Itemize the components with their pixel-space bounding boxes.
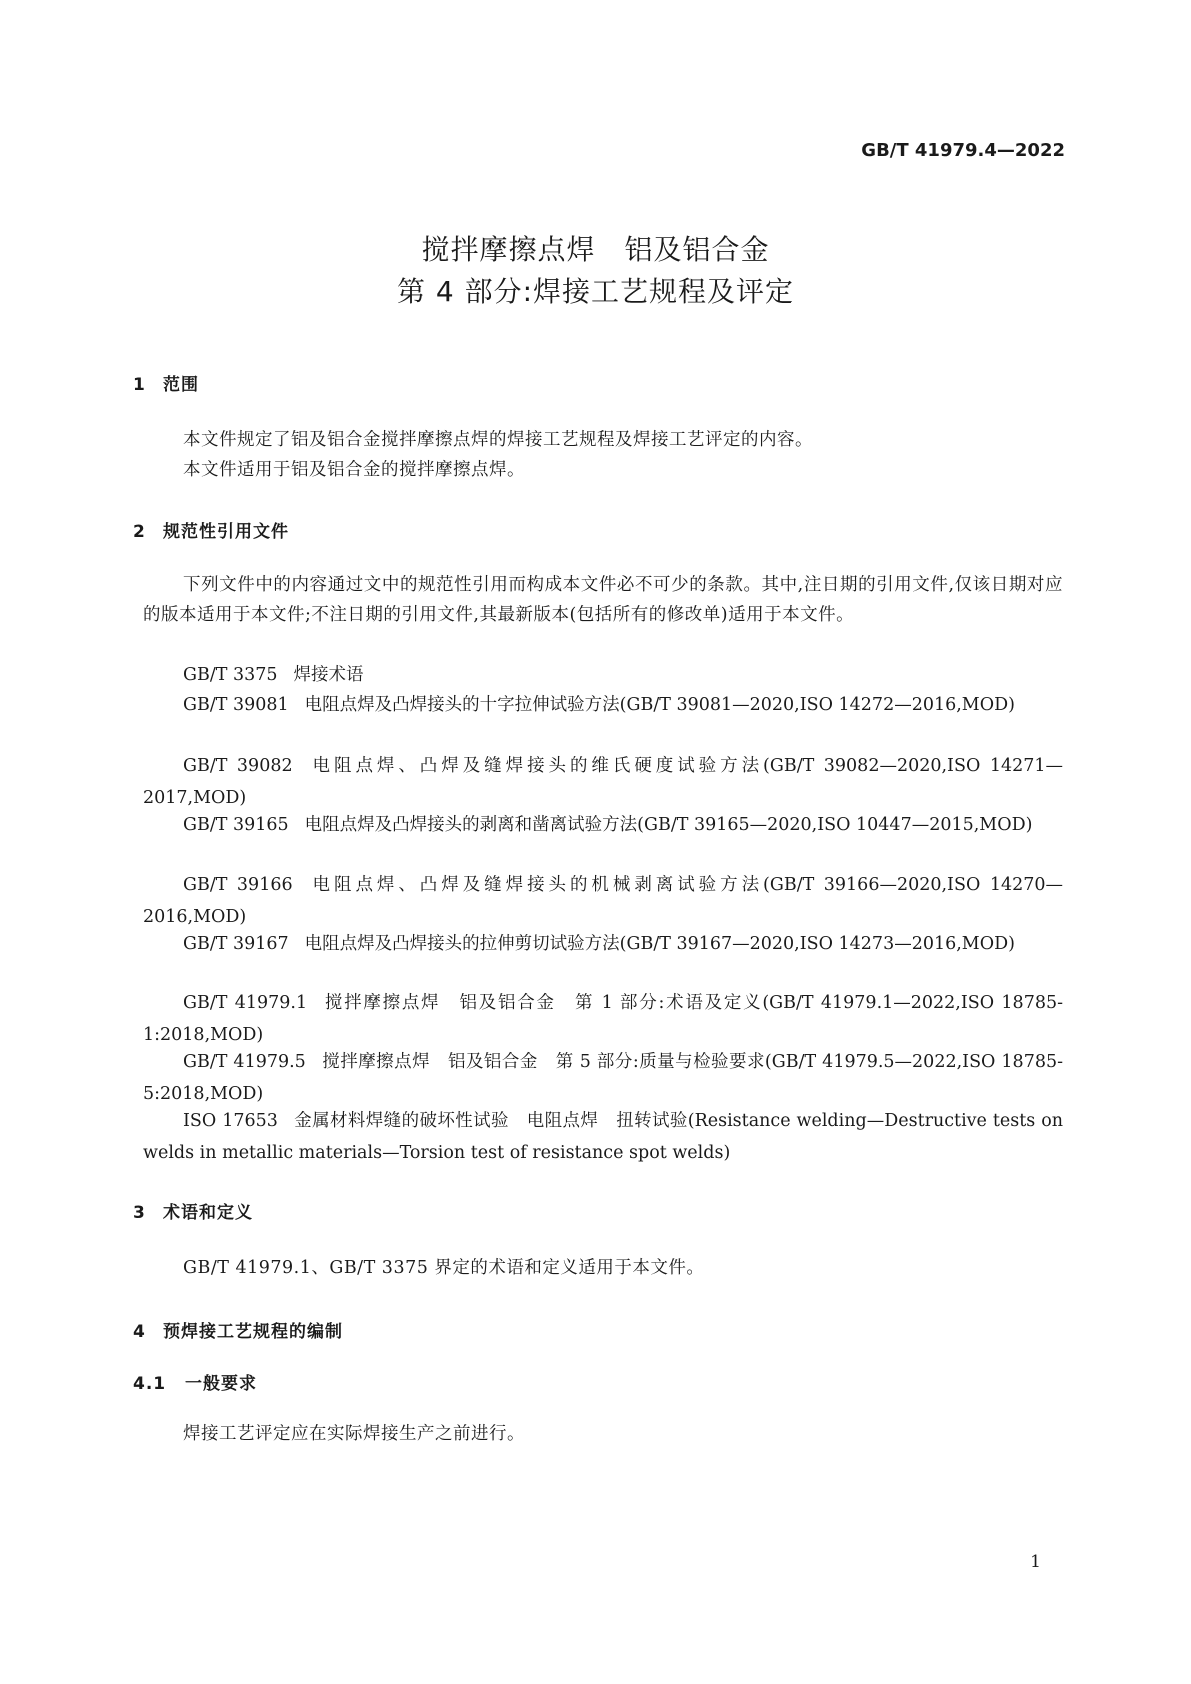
section-4-1-number: 4.1 [133,1374,167,1394]
reference-title: 电阻点焊及凸焊接头的拉伸剪切试验方法(GB/T 39167—2020,ISO 14273—2016,MOD) [304,934,1015,954]
section-4-1-title: 一般要求 [185,1374,257,1394]
section-2-heading [133,517,289,542]
reference-title: 电阻点焊、凸焊及缝焊接头的机械剥离试验方法(GB/T 39166—2020,ISO 14270—2016,MOD) [143,875,1063,927]
section-2-intro: 下列文件中的内容通过文中的规范性引用而构成本文件必不可少的条款。其中,注日期的引用文件,仅该日期对应的版本适用于本文件;不注日期的引用文件,其最新版本(包括所有的修改单)适用于本文件。 [143,575,1063,625]
section-4-title: 预焊接工艺规程的编制 [163,1322,343,1342]
reference-item [143,660,1063,692]
reference-code: GB/T 3375 [183,665,278,685]
reference-item [143,870,1063,933]
reference-code: ISO 17653 [183,1111,278,1131]
reference-code: GB/T 39082 [183,756,293,776]
section-2-number: 2 [133,522,146,542]
reference-item [143,988,1063,1051]
page-number: 1 [1030,1552,1041,1572]
document-title-line1: 搅拌摩擦点焊 铝及铝合金 [421,233,770,266]
section-3-number: 3 [133,1203,146,1223]
reference-code: GB/T 39167 [183,934,289,954]
reference-item [143,1106,1063,1169]
section-4-1-heading [133,1369,257,1394]
reference-title: 电阻点焊及凸焊接头的剥离和凿离试验方法(GB/T 39165—2020,ISO 10447—2015,MOD) [304,815,1033,835]
reference-title: 搅拌摩擦点焊 铝及铝合金 第 5 部分:质量与检验要求(GB/T 41979.5—2022,ISO 18785-5:2018,MOD) [143,1052,1064,1104]
reference-item [143,751,1063,814]
section-1-paragraph-2: 本文件适用于铝及铝合金的搅拌摩擦点焊。 [183,460,525,480]
section-3-paragraph: GB/T 41979.1、GB/T 3375 界定的术语和定义适用于本文件。 [183,1258,705,1278]
reference-code: GB/T 41979.5 [183,1052,306,1072]
reference-code: GB/T 39166 [183,875,293,895]
reference-title: 电阻点焊、凸焊及缝焊接头的维氏硬度试验方法(GB/T 39082—2020,ISO 14271—2017,MOD) [143,756,1063,808]
reference-code: GB/T 39165 [183,815,289,835]
reference-code: GB/T 39081 [183,695,289,715]
reference-item [143,929,1063,961]
document-title-line2: 第 4 部分:焊接工艺规程及评定 [396,275,795,308]
reference-title: 金属材料焊缝的破坏性试验 电阻点焊 扭转试验(Resistance welding—Destructive tests on welds in metallic materials—Torsion test of resistance spot welds) [143,1111,1063,1163]
section-4-number: 4 [133,1322,146,1342]
reference-item [143,810,1063,842]
section-3-heading [133,1198,253,1223]
reference-code: GB/T 41979.1 [183,993,308,1013]
section-1-heading [133,370,199,395]
reference-title: 搅拌摩擦点焊 铝及铝合金 第 1 部分:术语及定义(GB/T 41979.1—2022,ISO 18785-1:2018,MOD) [143,993,1064,1045]
section-4-1-paragraph: 焊接工艺评定应在实际焊接生产之前进行。 [183,1424,525,1444]
standard-code: GB/T 41979.4—2022 [861,140,1065,161]
section-1-number: 1 [133,375,146,395]
reference-title: 电阻点焊及凸焊接头的十字拉伸试验方法(GB/T 39081—2020,ISO 14272—2016,MOD) [304,695,1015,715]
reference-title: 焊接术语 [293,665,364,685]
section-1-title: 范围 [163,375,199,395]
section-4-heading [133,1317,343,1342]
reference-item [143,1047,1063,1110]
section-2-title: 规范性引用文件 [163,522,289,542]
section-3-title: 术语和定义 [163,1203,253,1223]
section-1-paragraph-1: 本文件规定了铝及铝合金搅拌摩擦点焊的焊接工艺规程及焊接工艺评定的内容。 [183,430,813,450]
reference-item [143,690,1063,722]
